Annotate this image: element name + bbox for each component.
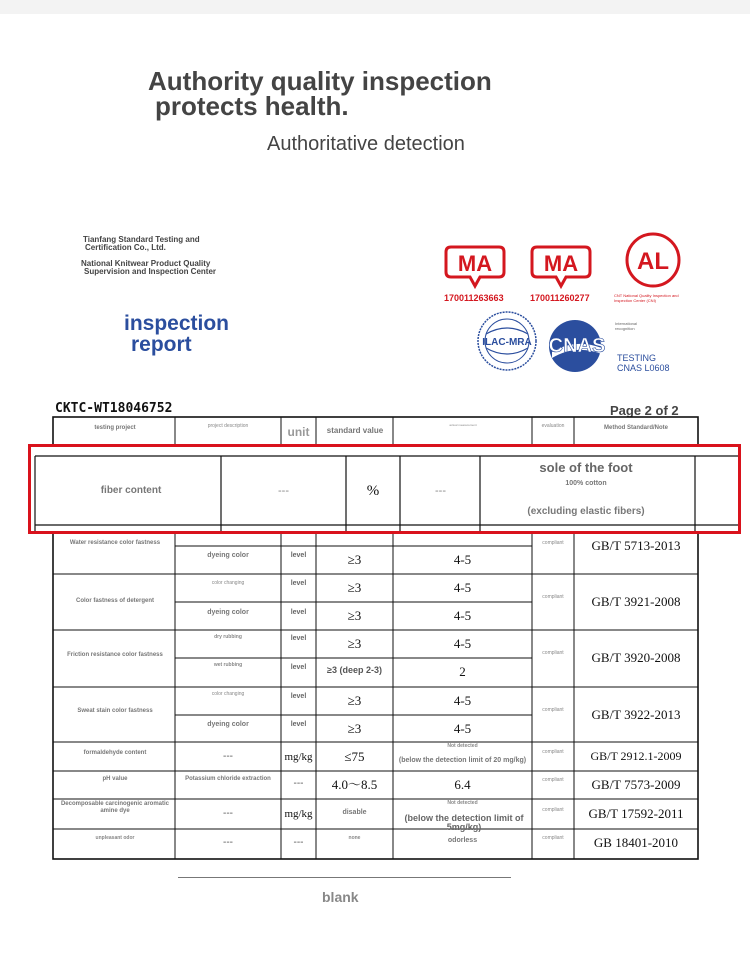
friction-method: GB/T 3920-2008 (591, 650, 681, 665)
page-subtitle: Authoritative detection (267, 133, 465, 155)
detergent-result-2: 4-5 (453, 608, 472, 623)
header-testing-project: testing project (94, 425, 136, 431)
formaldehyde-standard: ≤75 (344, 749, 365, 764)
header-actual-measurement: actual measurement (449, 423, 477, 427)
friction-desc-1: dry rubbing (214, 634, 242, 640)
page-number: Page 2 of 2 (610, 403, 679, 418)
odor-result: odorless (447, 837, 478, 844)
water-standard: ≥3 (347, 552, 362, 567)
fiber-content-highlight (28, 444, 741, 534)
formaldehyde-evaluation: compliant (542, 749, 564, 755)
detergent-unit-1: level (290, 580, 307, 587)
ph-unit: --- (293, 778, 304, 789)
water-method: GB/T 5713-2013 (591, 538, 681, 553)
water-result: 4-5 (453, 552, 472, 567)
sweat-desc-2: dyeing color (207, 721, 249, 728)
blank-label: blank (322, 889, 359, 905)
water-resistance-label: Water resistance color fastness (69, 540, 161, 546)
ph-label: pH value (102, 776, 128, 782)
sweat-result-1: 4-5 (453, 693, 472, 708)
header-unit: unit (287, 425, 310, 439)
fiber-content-label: fiber content (100, 485, 162, 496)
inspection-label: inspection (124, 312, 230, 335)
fiber-result-note: (excluding elastic fibers) (527, 506, 645, 517)
sweat-evaluation: compliant (542, 707, 564, 713)
header-project-description: project description (207, 423, 249, 429)
amine-result-note: (below the detection limit of 5mg/kg) (404, 813, 524, 832)
fiber-result-cotton: 100% cotton (565, 480, 607, 487)
odor-evaluation: compliant (542, 835, 564, 841)
fiber-result-part: sole of the foot (539, 460, 633, 475)
amine-unit: mg/kg (284, 808, 313, 820)
formaldehyde-unit: mg/kg (284, 751, 313, 763)
report-number: CKTC-WT18046752 (55, 401, 173, 416)
friction-standard-1: ≥3 (347, 636, 362, 651)
friction-result-1: 4-5 (453, 636, 472, 651)
odor-label: unpleasant odor (95, 835, 135, 841)
cma-number-1: 170011263663 (444, 293, 504, 303)
ph-desc: Potassium chloride extraction (185, 776, 271, 782)
friction-standard-2: ≥3 (deep 2-3) (327, 665, 382, 675)
formaldehyde-label: formaldehyde content (83, 750, 147, 756)
detergent-desc-2: dyeing color (207, 609, 249, 616)
ph-evaluation: compliant (542, 777, 564, 783)
detergent-evaluation: compliant (542, 594, 564, 600)
friction-result-2: 2 (459, 664, 466, 679)
testing-label: TESTING (617, 353, 657, 363)
blank-divider (178, 877, 511, 878)
org-name-line1: Tianfang Standard Testing and (83, 235, 200, 244)
formaldehyde-method: GB/T 2912.1-2009 (590, 749, 682, 763)
header-standard-value: standard value (326, 426, 384, 435)
formaldehyde-result-note: (below the detection limit of 20 mg/kg) (398, 757, 527, 764)
water-unit: level (290, 552, 307, 559)
header-evaluation: evaluation (541, 423, 565, 429)
cma-number-2: 170011260277 (530, 293, 590, 303)
sweat-unit-1: level (290, 693, 307, 700)
fiber-content-unit: % (366, 483, 380, 499)
detergent-desc-1: color changing (211, 580, 245, 586)
friction-unit-2: level (290, 664, 307, 671)
org-name-line2: Certification Co., Ltd. (85, 243, 166, 252)
org-name-line4: Supervision and Inspection Center (84, 267, 217, 276)
cma-mark-2: MA (543, 251, 579, 276)
detergent-standard-1: ≥3 (347, 580, 362, 595)
detergent-result-1: 4-5 (453, 580, 472, 595)
sweat-desc-1: color changing (211, 691, 245, 697)
ilac-mark: ILAC-MRA (482, 337, 532, 348)
amine-label: Decomposable carcinogenic aromatic amine dye (60, 801, 170, 814)
friction-unit-1: level (290, 635, 307, 642)
page-title-line1: Authority quality inspection (148, 66, 492, 96)
amine-method: GB/T 17592-2011 (588, 806, 684, 821)
report-label: report (131, 333, 192, 356)
amine-result-top: Not detected (447, 800, 478, 806)
cnas-caption: International recognition (615, 321, 638, 331)
sweat-result-2: 4-5 (453, 721, 472, 736)
water-evaluation: compliant (542, 540, 564, 546)
odor-desc: --- (223, 837, 233, 848)
formaldehyde-result-top: Not detected (447, 743, 478, 749)
page-title-line2: protects health. (155, 91, 349, 121)
header-method-standard: Method Standard/Note (604, 425, 668, 431)
cnas-mark: CNAS (548, 335, 606, 357)
ph-standard: 4.0～8.5 (331, 777, 378, 792)
formaldehyde-desc: --- (223, 751, 233, 762)
sweat-unit-2: level (290, 721, 307, 728)
amine-desc: --- (223, 808, 233, 819)
sweat-standard-1: ≥3 (347, 693, 362, 708)
ph-method: GB/T 7573-2009 (591, 777, 681, 792)
amine-evaluation: compliant (542, 807, 564, 813)
odor-method: GB 18401-2010 (593, 835, 679, 850)
fiber-content-standard: --- (435, 485, 446, 497)
odor-unit: --- (293, 837, 304, 848)
ph-result: 6.4 (454, 777, 471, 792)
detergent-standard-2: ≥3 (347, 608, 362, 623)
sweat-method: GB/T 3922-2013 (591, 707, 681, 722)
friction-evaluation: compliant (542, 650, 564, 656)
friction-desc-2: wet rubbing (213, 662, 243, 668)
cma-mark-1: MA (457, 251, 493, 276)
sweat-label: Sweat stain color fastness (77, 708, 153, 714)
cal-caption: CNT National Quality Inspection and Inspection Center (CNI) (614, 293, 679, 303)
org-name-line3: National Knitwear Product Quality (81, 259, 211, 268)
friction-label: Friction resistance color fastness (67, 652, 163, 658)
detergent-label: Color fastness of detergent (75, 598, 154, 604)
detergent-unit-2: level (290, 609, 307, 616)
odor-standard: none (348, 835, 361, 841)
water-desc: dyeing color (207, 552, 249, 559)
sweat-standard-2: ≥3 (347, 721, 362, 736)
cal-mark: AL (637, 248, 669, 275)
detergent-method: GB/T 3921-2008 (591, 594, 681, 609)
amine-standard: disable (342, 809, 367, 816)
cnas-number: CNAS L0608 (617, 363, 670, 373)
fiber-content-desc: --- (278, 485, 289, 497)
